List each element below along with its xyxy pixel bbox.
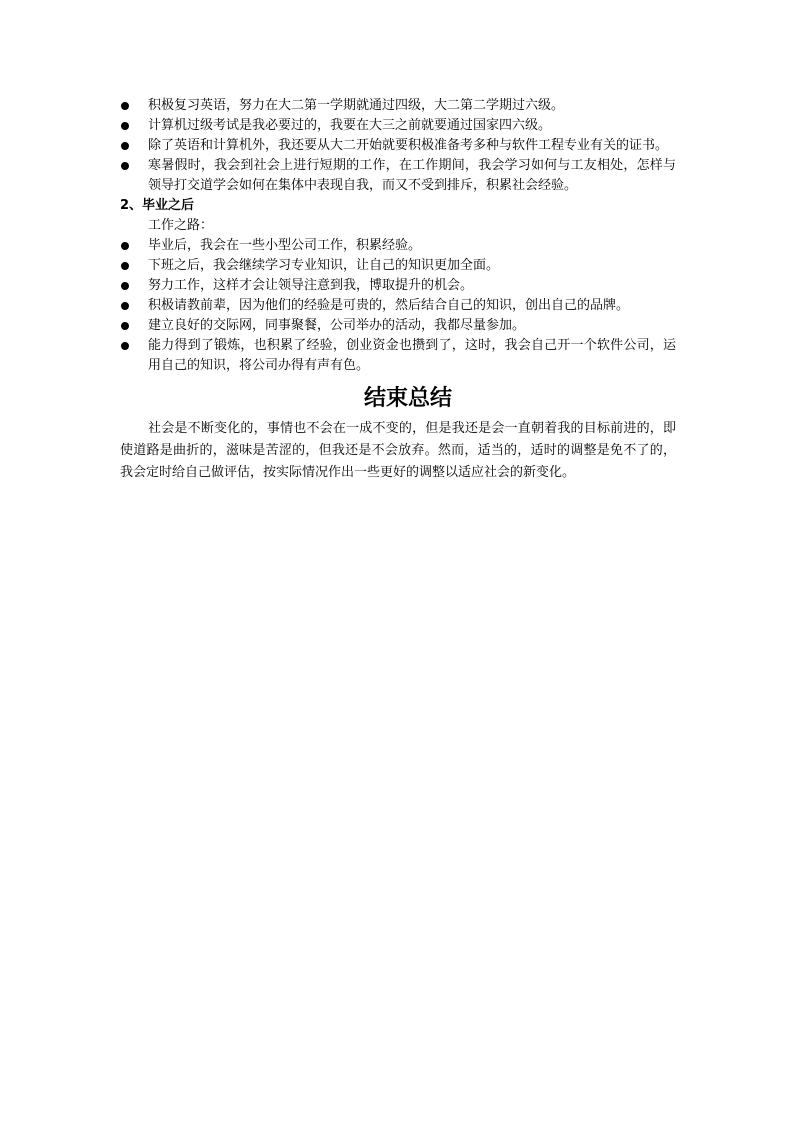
bullet-icon [121, 122, 129, 130]
list-item-text: 毕业后，我会在一些小型公司工作，积累经验。 [148, 238, 422, 253]
work-path-subheading: 工作之路： [148, 218, 214, 233]
list-item [120, 316, 676, 336]
list-item-text: 下班之后，我会继续学习专业知识，让自己的知识更加全面。 [148, 258, 500, 273]
summary-paragraph: 社会是不断变化的，事情也不会在一成不变的，但是我还是会一直朝着我的目标前进的，即使道路是曲折的，滋味是苦涩的，但我还是不会放弃。然而，适当的，适时的调整是免不了的，我会定时给自己做评估，按实际情况作出一些更好的调整以适应社会的新变化。 [120, 421, 676, 480]
list-item [120, 296, 676, 316]
list-item-text: 除了英语和计算机外，我还要从大二开始就要积极准备考多种与软件工程专业有关的证书。 [148, 138, 669, 153]
list-item-text: 积极请教前辈，因为他们的经验是可贵的，然后结合自己的知识，创出自己的品牌。 [148, 298, 630, 313]
bullet-icon [121, 322, 129, 330]
list-item-text: 能力得到了锻炼，也积累了经验，创业资金也攒到了，这时，我会自己开一个软件公司，运用自己的知识，将公司办得有声有色。 [148, 338, 676, 373]
list-item [120, 156, 676, 196]
work-bullet-list [120, 236, 676, 376]
summary-title: 结束总结 [363, 386, 452, 411]
bullet-icon [121, 142, 129, 150]
plan-bullet-list [120, 96, 676, 196]
list-item-text: 计算机过级考试是我必要过的，我要在大三之前就要通过国家四六级。 [148, 118, 552, 133]
list-item [120, 336, 676, 376]
list-item [120, 136, 676, 156]
list-item [120, 116, 676, 136]
bullet-icon [121, 342, 129, 350]
list-item-text: 寒暑假时，我会到社会上进行短期的工作，在工作期间，我会学习如何与工友相处，怎样与领导打交道学会如何在集体中表现自我，而又不受到排斥，积累社会经验。 [148, 158, 676, 193]
list-item-text: 努力工作，这样才会让领导注意到我，博取提升的机会。 [148, 278, 474, 293]
list-item-text: 建立良好的交际网，同事聚餐，公司举办的活动，我都尽量参加。 [148, 318, 526, 333]
list-item [120, 236, 676, 256]
list-item-text: 积极复习英语，努力在大二第一学期就通过四级，大二第二学期过六级。 [148, 98, 565, 113]
document-content [120, 96, 676, 484]
bullet-icon [121, 282, 129, 290]
bullet-icon [121, 302, 129, 310]
bullet-icon [121, 262, 129, 270]
bullet-icon [121, 102, 129, 110]
bullet-icon [121, 162, 129, 170]
list-item [120, 276, 676, 296]
section-heading-after-graduation: 2、毕业之后 [120, 198, 195, 213]
bullet-icon [121, 242, 129, 250]
list-item [120, 256, 676, 276]
list-item [120, 96, 676, 116]
